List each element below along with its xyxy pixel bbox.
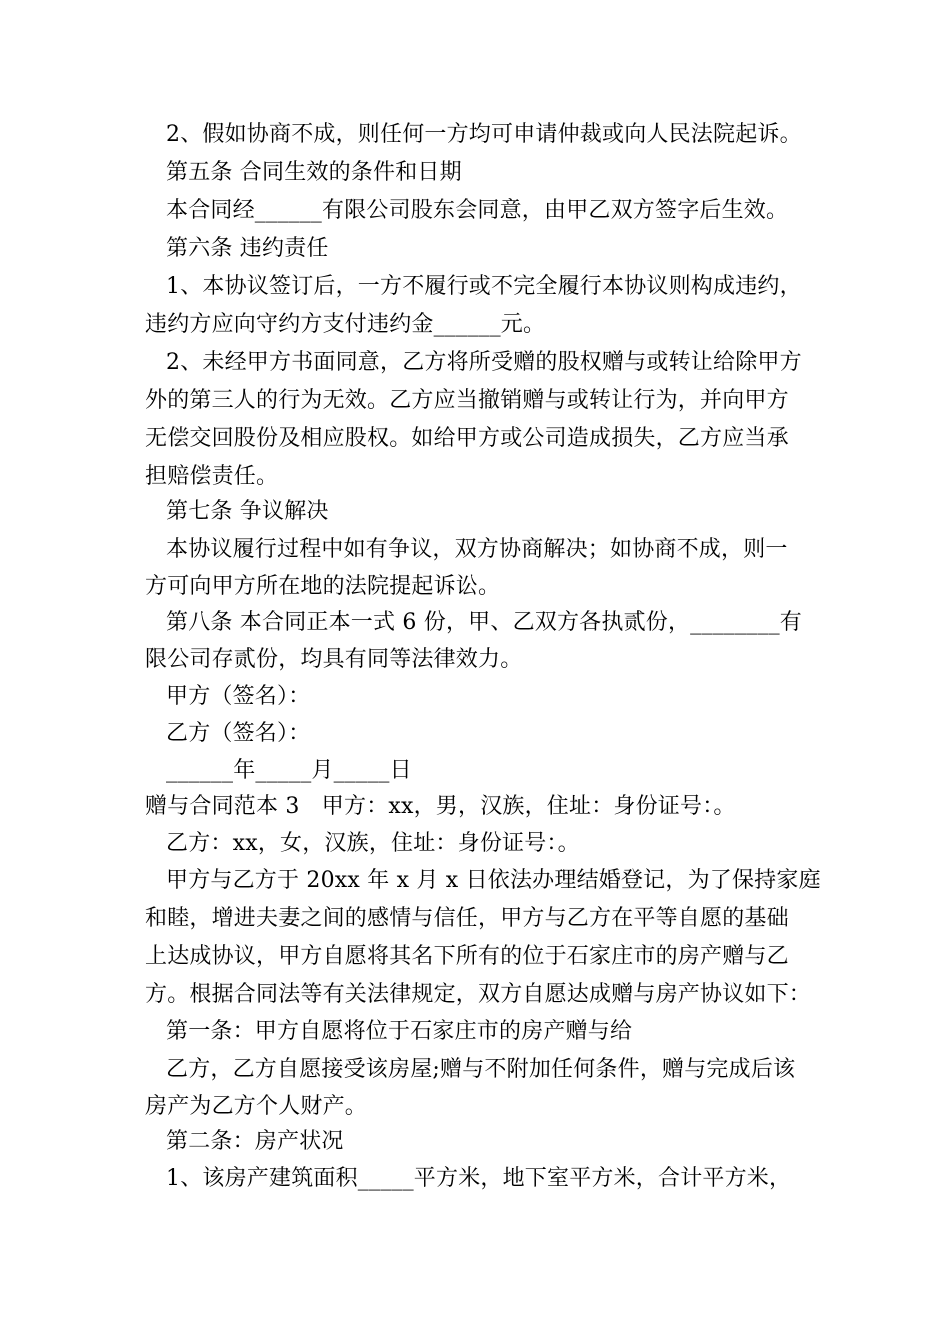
contract-3-title-party-a: 赠与合同范本 3 甲方：xx，男，汉族，住址：身份证号：。 xyxy=(145,794,736,819)
signature-date: ______年_____月_____日 xyxy=(166,758,412,783)
contract-3-article-1-cont-2: 房产为乙方个人财产。 xyxy=(145,1094,368,1119)
party-b-signature: 乙方（签名）： xyxy=(166,721,311,746)
contract-3-preamble: 甲方与乙方于 20xx 年 x 月 x 日依法办理结婚登记，为了保持家庭 xyxy=(166,868,821,893)
article-5-body: 本合同经______有限公司股东会同意，由甲乙双方签字后生效。 xyxy=(166,198,789,223)
contract-3-article-1-cont: 乙方，乙方自愿接受该房屋;赠与不附加任何条件，赠与完成后该 xyxy=(166,1057,796,1082)
article-7-body: 本协议履行过程中如有争议，双方协商解决；如协商不成，则一 xyxy=(166,537,788,562)
article-8-body: 第八条 本合同正本一式 6 份，甲、乙双方各执贰份，________有 xyxy=(166,610,802,635)
article-8-body-cont: 限公司存贰份，均具有同等法律效力。 xyxy=(145,647,523,672)
contract-3-preamble-cont-3: 方。根据合同法等有关法律规定，双方自愿达成赠与房产协议如下： xyxy=(145,982,812,1007)
contract-3-article-2-clause-1: 1、该房产建筑面积_____平方米，地下室平方米，合计平方米， xyxy=(166,1166,792,1191)
article-7-body-cont: 方可向甲方所在地的法院提起诉讼。 xyxy=(145,574,501,599)
contract-3-article-2-heading: 第二条：房产状况 xyxy=(166,1129,344,1154)
clause-6-2-cont-1: 外的第三人的行为无效。乙方应当撤销赠与或转让行为，并向甲方 xyxy=(145,388,789,413)
clause-6-2: 2、未经甲方书面同意，乙方将所受赠的股权赠与或转让给除甲方 xyxy=(166,350,802,375)
contract-3-article-1: 第一条：甲方自愿将位于石家庄市的房产赠与给 xyxy=(166,1019,633,1044)
contract-3-preamble-cont-1: 和睦，增进夫妻之间的感情与信任，甲方与乙方在平等自愿的基础 xyxy=(145,906,789,931)
contract-3-party-b: 乙方：xx，女，汉族，住址：身份证号：。 xyxy=(166,831,580,856)
article-7-heading: 第七条 争议解决 xyxy=(166,499,329,524)
party-a-signature: 甲方（签名）： xyxy=(166,684,311,709)
clause-6-1: 1、本协议签订后，一方不履行或不完全履行本协议则构成违约， xyxy=(166,274,802,299)
contract-3-preamble-cont-2: 上达成协议，甲方自愿将其名下所有的位于石家庄市的房产赠与乙 xyxy=(145,944,789,969)
clause-6-2-cont-2: 无偿交回股份及相应股权。如给甲方或公司造成损失，乙方应当承 xyxy=(145,426,789,451)
clause-5-2: 2、假如协商不成，则任何一方均可申请仲裁或向人民法院起诉。 xyxy=(166,122,802,147)
article-5-heading: 第五条 合同生效的条件和日期 xyxy=(166,160,462,185)
clause-6-1-cont: 违约方应向守约方支付违约金______元。 xyxy=(145,312,546,337)
article-6-heading: 第六条 违约责任 xyxy=(166,236,329,261)
clause-6-2-cont-3: 担赔偿责任。 xyxy=(145,464,279,489)
